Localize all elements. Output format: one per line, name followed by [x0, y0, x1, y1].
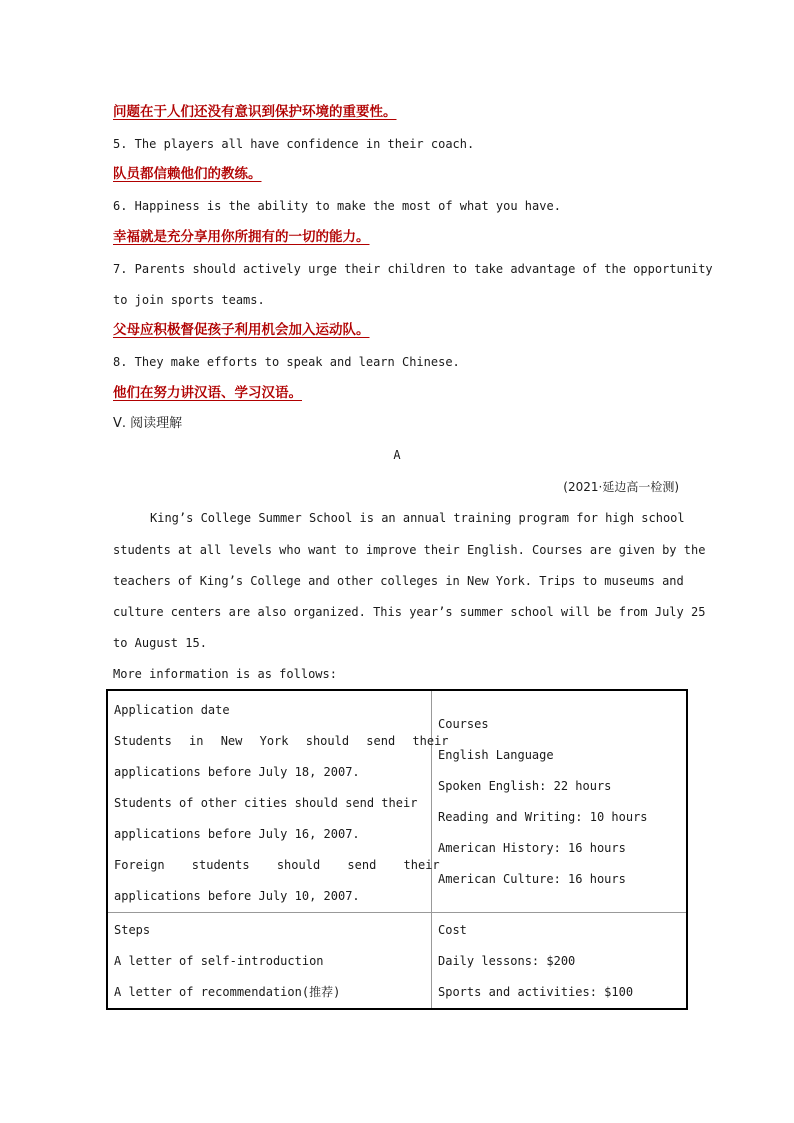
- answer-5: 队员都信赖他们的教练。: [113, 166, 262, 182]
- passage-line-3: teachers of King’s College and other colleges in New York. Trips to museums and: [113, 574, 684, 588]
- course-line: Spoken English: 22 hours: [438, 779, 612, 793]
- passage-line-4: culture centers are also organized. This year’s summer school will be from July 25: [113, 605, 706, 619]
- answer-7: 父母应积极督促孩子利用机会加入运动队。: [113, 322, 370, 338]
- answer-8: 他们在努力讲汉语、学习汉语。: [113, 385, 302, 401]
- passage-letter: A: [393, 448, 401, 462]
- passage-line-5: to August 15.: [113, 636, 207, 650]
- steps-title: Steps: [114, 923, 151, 937]
- cost-title: Cost: [438, 923, 467, 937]
- answer-4: 问题在于人们还没有意识到保护环境的重要性。: [113, 104, 397, 120]
- passage-line-2: students at all levels who want to improve their English. Courses are given by the: [113, 543, 706, 557]
- table-row: [107, 913, 687, 1010]
- steps-cell: [107, 913, 432, 1010]
- table-row: [107, 690, 687, 913]
- more-info-line: More information is as follows:: [113, 667, 337, 681]
- step-line: A letter of recommendation(推荐): [114, 985, 341, 999]
- info-table: [106, 689, 688, 1010]
- application-date-title: Application date: [114, 703, 230, 717]
- cost-line: Daily lessons: $200: [438, 954, 576, 968]
- passage-line-1: King’s College Summer School is an annual training program for high school: [150, 511, 685, 525]
- course-line: American Culture: 16 hours: [438, 872, 626, 886]
- step-line: A letter of self-introduction: [114, 954, 324, 968]
- question-7-line-2: to join sports teams.: [113, 293, 265, 307]
- course-line: American History: 16 hours: [438, 841, 626, 855]
- question-5: 5. The players all have confidence in their coach.: [113, 137, 475, 151]
- courses-title: Courses: [438, 717, 489, 731]
- application-line: Foreign students should send their: [114, 858, 440, 872]
- passage-source: (2021·延边高一检测): [563, 480, 679, 494]
- application-line: applications before July 16, 2007.: [114, 827, 360, 841]
- application-date-cell: [107, 690, 449, 913]
- cost-cell: [432, 913, 688, 1010]
- application-line: applications before July 10, 2007.: [114, 889, 360, 903]
- course-line: English Language: [438, 748, 554, 762]
- question-6: 6. Happiness is the ability to make the most of what you have.: [113, 199, 561, 213]
- answer-6: 幸福就是充分享用你所拥有的一切的能力。: [113, 229, 370, 245]
- question-7-line-1: 7. Parents should actively urge their children to take advantage of the opportunity: [113, 262, 713, 276]
- section-heading: Ⅴ. 阅读理解: [113, 416, 183, 431]
- courses-cell: [432, 690, 688, 913]
- application-line: Students in New York should send their: [114, 734, 449, 748]
- course-line: Reading and Writing: 10 hours: [438, 810, 648, 824]
- question-8: 8. They make efforts to speak and learn Chinese.: [113, 355, 460, 369]
- application-line: applications before July 18, 2007.: [114, 765, 360, 779]
- cost-line: Sports and activities: $100: [438, 985, 634, 999]
- application-line: Students of other cities should send their: [114, 796, 418, 810]
